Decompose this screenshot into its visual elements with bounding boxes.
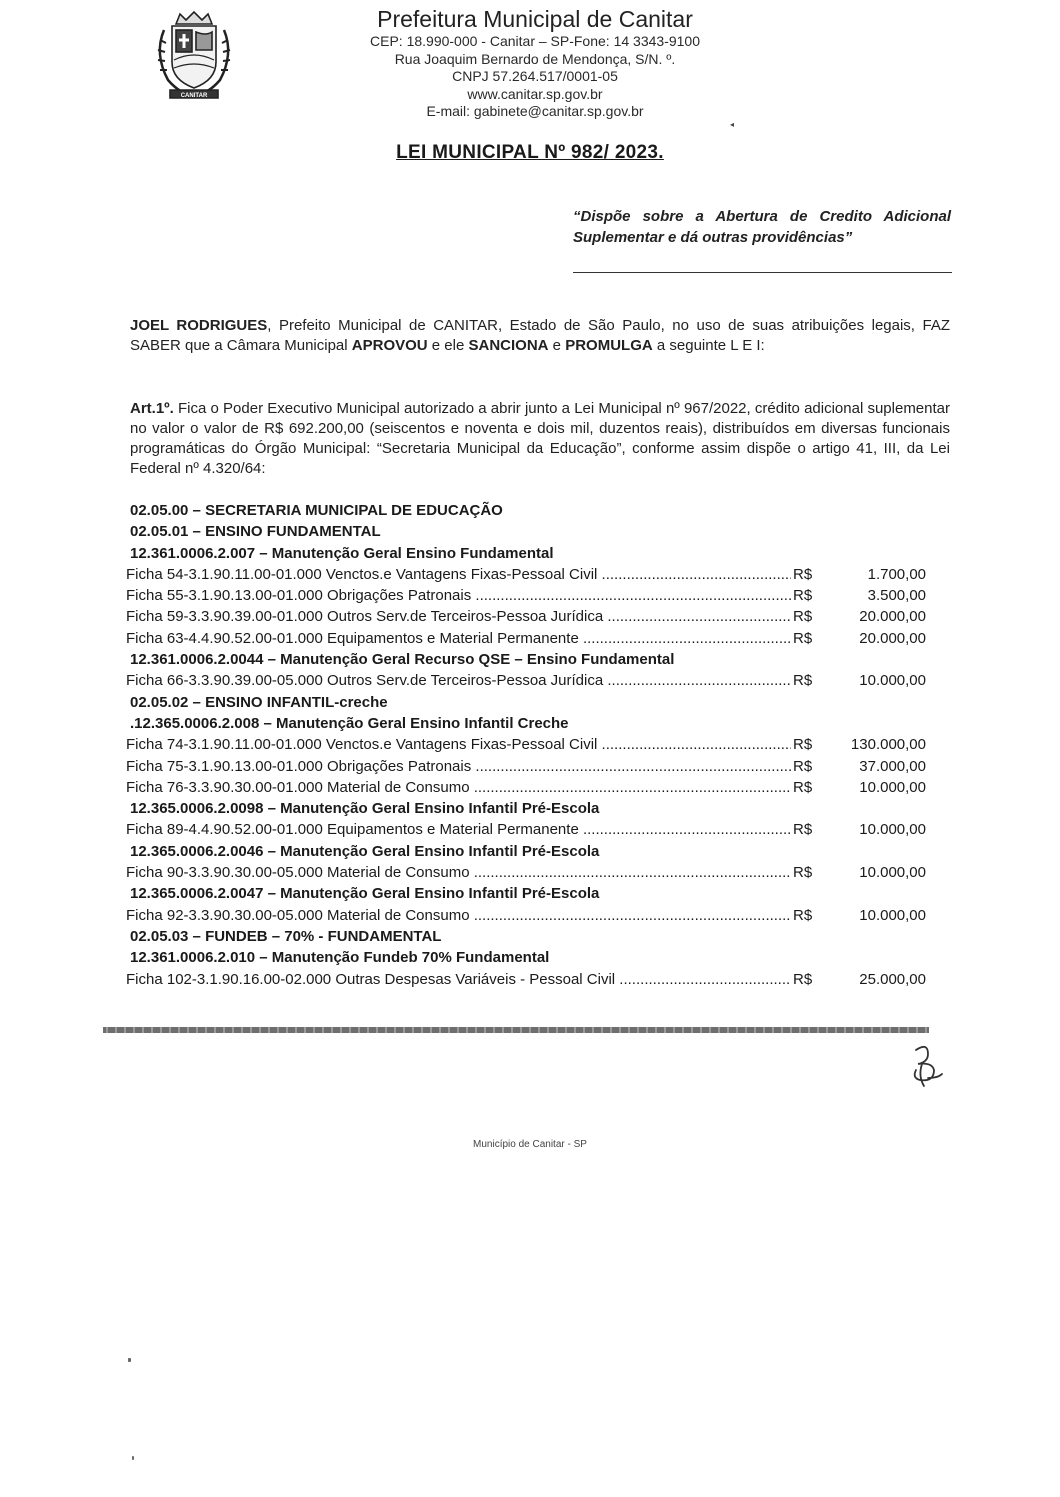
scan-dot	[128, 1358, 131, 1362]
item-currency: R$	[793, 970, 813, 988]
item-description: Ficha 75-3.1.90.13.00-01.000 Obrigações Patronais .....	[126, 756, 791, 777]
scan-speck: ◂	[730, 120, 735, 129]
item-currency: R$	[793, 906, 813, 924]
budget-line-item	[126, 862, 926, 883]
budget-heading: 12.361.0006.2.0044 – Manutenção Geral Recurso QSE – Ensino Fundamental	[130, 651, 675, 669]
cnpj-line: CNPJ 57.264.517/0001-05	[452, 68, 618, 84]
item-amount: 10.000,00	[859, 821, 926, 839]
budget-line-item	[126, 585, 926, 606]
budget-line-item	[126, 819, 926, 840]
item-amount: 10.000,00	[859, 864, 926, 882]
budget-line-item	[126, 969, 926, 990]
item-description: Ficha 63-4.4.90.52.00-01.000 Equipamentos e Material Permanente .....	[126, 628, 791, 649]
item-description: Ficha 76-3.3.90.30.00-01.000 Material de Consumo .....	[126, 777, 791, 798]
item-amount: 10.000,00	[859, 778, 926, 796]
item-description: Ficha 54-3.1.90.11.00-01.000 Venctos.e Vantagens Fixas-Pessoal Civil .....	[126, 564, 791, 585]
item-amount: 3.500,00	[867, 587, 926, 605]
budget-heading: 12.361.0006.2.007 – Manutenção Geral Ensino Fundamental	[130, 544, 554, 562]
budget-heading: 02.05.02 – ENSINO INFANTIL-creche	[130, 693, 388, 711]
item-currency: R$	[793, 736, 813, 754]
budget-line-item	[126, 905, 926, 926]
budget-line-item	[126, 606, 926, 627]
budget-heading: 02.05.00 – SECRETARIA MUNICIPAL DE EDUCAÇÃO	[130, 502, 503, 519]
item-amount: 20.000,00	[859, 629, 926, 647]
item-currency: R$	[793, 672, 813, 690]
budget-heading: 02.05.03 – FUNDEB – 70% - FUNDAMENTAL	[130, 927, 442, 945]
municipal-crest-icon	[146, 10, 242, 102]
item-amount: 25.000,00	[859, 970, 926, 988]
item-currency: R$	[793, 864, 813, 882]
item-amount: 130.000,00	[850, 736, 926, 754]
item-description: Ficha 55-3.1.90.13.00-01.000 Obrigações Patronais .....	[126, 585, 791, 606]
item-description: Ficha 102-3.1.90.16.00-02.000 Outras Despesas Variáveis - Pessoal Civil .....	[126, 969, 791, 990]
item-amount: 20.000,00	[859, 608, 926, 626]
website-line: www.canitar.sp.gov.br	[467, 85, 603, 102]
item-amount: 37.000,00	[859, 757, 926, 775]
address-line: CEP: 18.990-000 - Canitar – SP-Fone: 14 3343-9100	[370, 33, 700, 49]
item-amount: 1.700,00	[867, 565, 926, 583]
item-description: Ficha 92-3.3.90.30.00-05.000 Material de Consumo .....	[126, 905, 791, 926]
budget-heading: 02.05.01 – ENSINO FUNDAMENTAL	[130, 523, 381, 541]
item-description: Ficha 89-4.4.90.52.00-01.000 Equipamentos e Material Permanente .....	[126, 819, 791, 840]
budget-line-item	[126, 734, 926, 755]
item-description: Ficha 74-3.1.90.11.00-01.000 Venctos.e Vantagens Fixas-Pessoal Civil .....	[126, 734, 791, 755]
mayor-name: JOEL RODRIGUES	[130, 317, 268, 334]
budget-heading: 12.365.0006.2.0098 – Manutenção Geral Ensino Infantil Pré-Escola	[130, 800, 600, 818]
svg-text:CANITAR: CANITAR	[180, 93, 208, 99]
article-label: Art.1º.	[130, 400, 174, 417]
item-description: Ficha 59-3.3.90.39.00-01.000 Outros Serv.de Terceiros-Pessoa Jurídica .....	[126, 606, 791, 627]
item-description: Ficha 90-3.3.90.30.00-05.000 Material de Consumo .....	[126, 862, 791, 883]
ementa: “Dispõe sobre a Abertura de Credito Adicional Suplementar e dá outras providências”	[573, 208, 951, 246]
budget-line-item	[126, 756, 926, 777]
intro-paragraph: JOEL RODRIGUES, Prefeito Municipal de CANITAR, Estado de São Paulo, no uso de suas atribuições legais, FAZ SABER que a Câmara Municipal APROVOU e ele SANCIONA e PROMULGA a seguinte L E I:	[130, 317, 950, 354]
budget-heading: 12.365.0006.2.0046 – Manutenção Geral Ensino Infantil Pré-Escola	[130, 842, 600, 860]
email-line: E-mail: gabinete@canitar.sp.gov.br	[426, 103, 644, 119]
org-name: Prefeitura Municipal de Canitar	[377, 6, 693, 32]
budget-heading: 12.365.0006.2.0047 – Manutenção Geral Ensino Infantil Pré-Escola	[130, 885, 600, 903]
budget-line-item	[126, 628, 926, 649]
item-currency: R$	[793, 565, 813, 583]
budget-line-item	[126, 670, 926, 691]
footer-rule	[103, 1027, 929, 1033]
item-currency: R$	[793, 608, 813, 626]
item-currency: R$	[793, 821, 813, 839]
item-currency: R$	[793, 629, 813, 647]
article-1: Art.1º. Fica o Poder Executivo Municipal autorizado a abrir junto a Lei Municipal nº 967/2022, crédito adicional suplementar no valor o valor de R$ 692.200,00 (seiscentos e noventa e dois mil, duzentos reais), distribuídos em diversas funcionais programáticas do Órgão Municipal: “Secretaria Municipal da Educação”, conforme assim dispõe o artigo 41, III, da Lei Federal nº 4.320/64:	[130, 400, 950, 477]
item-amount: 10.000,00	[859, 906, 926, 924]
item-currency: R$	[793, 757, 813, 775]
item-description: Ficha 66-3.3.90.39.00-05.000 Outros Serv.de Terceiros-Pessoa Jurídica .....	[126, 670, 791, 691]
scan-dot	[132, 1456, 134, 1460]
budget-line-item	[126, 777, 926, 798]
signature-initials	[898, 1040, 948, 1090]
budget-list	[126, 500, 926, 990]
letterhead	[300, 6, 770, 121]
item-currency: R$	[793, 778, 813, 796]
page-footer: Município de Canitar - SP	[473, 1139, 587, 1150]
ementa-rule	[573, 272, 952, 273]
item-currency: R$	[793, 587, 813, 605]
item-amount: 10.000,00	[859, 672, 926, 690]
budget-line-item	[126, 564, 926, 585]
law-title: LEI MUNICIPAL Nº 982/ 2023.	[396, 142, 664, 163]
budget-heading: 12.361.0006.2.010 – Manutenção Fundeb 70% Fundamental	[130, 949, 550, 967]
address-line: Rua Joaquim Bernardo de Mendonça, S/N. º.	[394, 50, 676, 67]
budget-heading: .12.365.0006.2.008 – Manutenção Geral Ensino Infantil Creche	[130, 714, 569, 732]
